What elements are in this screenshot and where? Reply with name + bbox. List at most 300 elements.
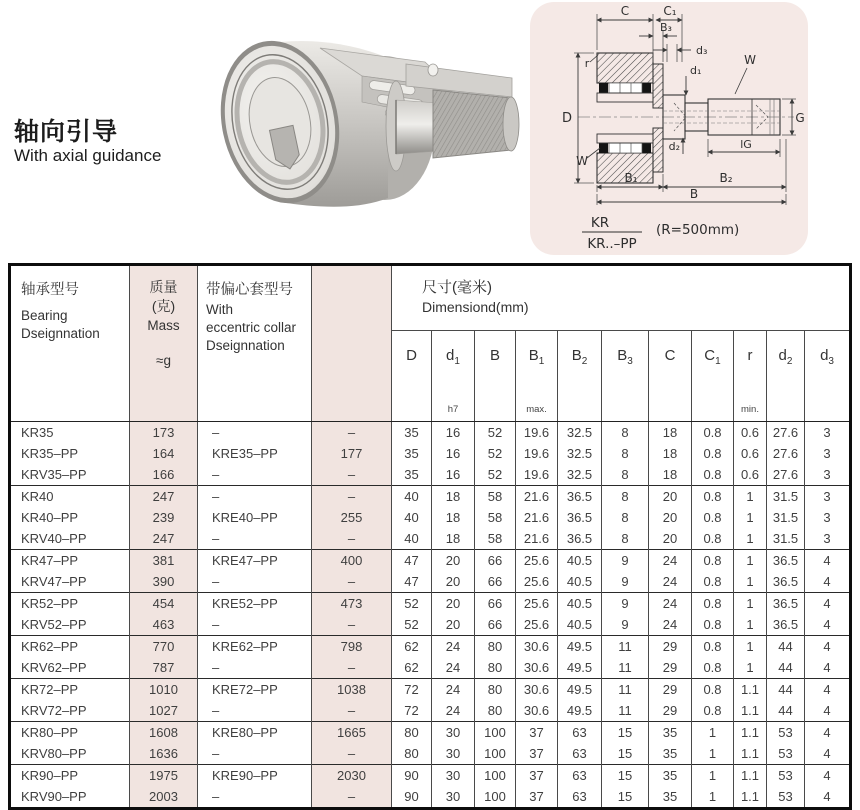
cell-designation: KRV90–PP xyxy=(21,789,87,804)
cell-dim-value: 18 xyxy=(649,443,692,464)
dim-col-header: $d_1$ h7 xyxy=(432,331,475,422)
cell-ecc-mass: – xyxy=(312,743,392,765)
dim-label-r: r xyxy=(584,57,590,70)
cell-dim-value: 18 xyxy=(649,422,692,444)
cell-dim-value: 4 xyxy=(805,722,851,744)
cell-dim-value: 53 xyxy=(767,786,805,809)
cell-dim-value: 30.6 xyxy=(516,657,558,679)
cell-ecc-mass: – xyxy=(312,486,392,508)
cell-dim-value: 40.5 xyxy=(558,593,602,615)
cell-dim-value: 0.6 xyxy=(734,443,767,464)
cell-dim-value: 0.8 xyxy=(692,422,734,444)
cell-dim-value: 63 xyxy=(558,765,602,787)
cell-dim-value: 66 xyxy=(475,550,516,572)
table-row xyxy=(10,722,851,744)
dim-col-header: D xyxy=(392,331,432,422)
cell-dim-value: 11 xyxy=(602,700,649,722)
cell-mass: 1027 xyxy=(130,700,198,722)
cell-ecc-designation: KRE72–PP xyxy=(198,679,312,701)
cell-dim-value: 1.1 xyxy=(734,700,767,722)
cell-ecc-designation: KRE35–PP xyxy=(198,443,312,464)
cell-designation: KR40–PP xyxy=(21,510,79,525)
cell-dim-value: 1 xyxy=(734,657,767,679)
cell-dim-value: 31.5 xyxy=(767,507,805,528)
cell-dim-value: 19.6 xyxy=(516,443,558,464)
bearing-cutaway-photo xyxy=(180,0,530,255)
cell-dim-value: 62 xyxy=(392,636,432,658)
dimension-diagram xyxy=(530,2,808,255)
cell-dim-value: 21.6 xyxy=(516,528,558,550)
cell-dim-value: 36.5 xyxy=(558,507,602,528)
cell-designation: KRV80–PP xyxy=(21,746,87,761)
cell-ecc-mass: – xyxy=(312,571,392,593)
dim-label-C: C xyxy=(620,4,630,18)
cell-dim-value: 1 xyxy=(692,765,734,787)
cell-dim-value: 1 xyxy=(734,486,767,508)
cell-dim-value: 80 xyxy=(475,657,516,679)
cell-dim-value: 1 xyxy=(692,743,734,765)
cell-ecc-mass: – xyxy=(312,786,392,809)
cell-dim-value: 0.6 xyxy=(734,422,767,444)
cell-dim-value: 0.8 xyxy=(692,700,734,722)
cell-dim-value: 16 xyxy=(432,443,475,464)
cell-dim-value: 1 xyxy=(734,550,767,572)
cell-dim-value: 0.8 xyxy=(692,593,734,615)
cell-dim-value: 40 xyxy=(392,486,432,508)
bearing-header-cn: 轴承型号 xyxy=(21,282,79,298)
cell-mass: 463 xyxy=(130,614,198,636)
cell-dim-value: 19.6 xyxy=(516,422,558,444)
col-header-dimensions-title xyxy=(392,265,851,331)
cell-designation: KR72–PP xyxy=(10,679,130,701)
cell-ecc-mass: – xyxy=(312,657,392,679)
cell-ecc-designation: KRE47–PP xyxy=(198,550,312,572)
cell-dim-value: 0.8 xyxy=(692,571,734,593)
cell-dim-value: 35 xyxy=(392,464,432,486)
cell-dim-value: 0.8 xyxy=(692,614,734,636)
cell-dim-value: 3 xyxy=(805,507,851,528)
cell-dim-value: 44 xyxy=(767,657,805,679)
dim-col-header: $B_2$ xyxy=(558,331,602,422)
cell-dim-value: 1 xyxy=(734,507,767,528)
cell-ecc-mass: 1665 xyxy=(312,722,392,744)
cell-dim-value: 8 xyxy=(602,528,649,550)
cell-ecc-mass: 255 xyxy=(312,507,392,528)
mass-header-approx: ≈g xyxy=(156,353,171,368)
cell-dim-value: 24 xyxy=(649,550,692,572)
cell-dim-value: 66 xyxy=(475,593,516,615)
cell-dim-value: 37 xyxy=(516,722,558,744)
dim-label-G: G xyxy=(795,111,805,125)
cell-mass: 390 xyxy=(130,571,198,593)
cell-dim-value: 20 xyxy=(649,486,692,508)
cell-dim-value: 35 xyxy=(392,422,432,444)
ecc-header-en2: eccentric collar xyxy=(206,320,297,335)
table-row xyxy=(10,614,851,636)
cell-dim-value: 37 xyxy=(516,743,558,765)
cell-dim-value: 24 xyxy=(649,571,692,593)
cell-dim-value: 40 xyxy=(392,507,432,528)
cell-designation: KR80–PP xyxy=(10,722,130,744)
cell-dim-value: 20 xyxy=(649,528,692,550)
cell-dim-value: 8 xyxy=(602,507,649,528)
cell-dim-value: 4 xyxy=(805,786,851,809)
cell-dim-value: 15 xyxy=(602,786,649,809)
cell-dim-value: 8 xyxy=(602,422,649,444)
cell-mass: 1010 xyxy=(130,679,198,701)
cell-dim-value: 21.6 xyxy=(516,486,558,508)
cell-designation: KR47–PP xyxy=(10,550,130,572)
table-row xyxy=(10,464,851,486)
cell-dim-value: 30.6 xyxy=(516,700,558,722)
cell-dim-value: 3 xyxy=(805,528,851,550)
cell-dim-value: 11 xyxy=(602,679,649,701)
cell-dim-value: 30 xyxy=(432,743,475,765)
dim-label-B3: B₃ xyxy=(660,21,672,34)
ecc-header-cn: 带偏心套型号 xyxy=(206,282,293,298)
cell-designation: KR90–PP xyxy=(10,765,130,787)
cell-dim-value: 35 xyxy=(649,786,692,809)
cell-dim-value: 0.8 xyxy=(692,464,734,486)
cell-dim-value: 4 xyxy=(805,700,851,722)
cell-designation: KR35 xyxy=(21,425,54,440)
cell-ecc-mass: – xyxy=(312,614,392,636)
cell-dim-value: 36.5 xyxy=(767,571,805,593)
page-title-english: With axial guidance xyxy=(14,146,162,165)
cell-dim-value: 49.5 xyxy=(558,657,602,679)
cell-dim-value: 0.8 xyxy=(692,528,734,550)
cell-dim-value: 52 xyxy=(392,614,432,636)
cell-dim-value: 72 xyxy=(392,679,432,701)
table-row xyxy=(10,593,851,615)
cell-dim-value: 1 xyxy=(692,786,734,809)
cell-dim-value: 52 xyxy=(475,464,516,486)
spec-table-body xyxy=(10,422,851,809)
col-header-eccentric-designation xyxy=(198,265,312,422)
dim-col-header: $d_2$ xyxy=(767,331,805,422)
table-row xyxy=(10,786,851,809)
dim-label-W-bottom: W xyxy=(576,154,588,168)
cell-dim-value: 100 xyxy=(475,786,516,809)
cell-ecc-mass: 400 xyxy=(312,550,392,572)
table-row xyxy=(10,657,851,679)
table-row xyxy=(10,507,851,528)
cell-ecc-designation: – xyxy=(198,528,312,550)
cell-designation: KRV40–PP xyxy=(21,531,87,546)
dim-col-header: B xyxy=(475,331,516,422)
cell-dim-value: 53 xyxy=(767,722,805,744)
cell-dim-value: 4 xyxy=(805,679,851,701)
cell-mass: 247 xyxy=(130,486,198,508)
cell-dim-value: 80 xyxy=(475,700,516,722)
dim-label-C1: C₁ xyxy=(663,4,677,18)
cell-dim-value: 27.6 xyxy=(767,464,805,486)
cell-designation: KRV52–PP xyxy=(21,617,87,632)
cell-dim-value: 80 xyxy=(392,743,432,765)
cell-dim-value: 31.5 xyxy=(767,528,805,550)
mass-header-unit-cn: (克) xyxy=(151,298,176,314)
cell-dim-value: 29 xyxy=(649,657,692,679)
cell-dim-value: 18 xyxy=(432,528,475,550)
spec-table xyxy=(8,263,852,810)
cell-mass: 381 xyxy=(130,550,198,572)
dim-label-d3: d₃ xyxy=(696,44,708,57)
table-row xyxy=(10,550,851,572)
cell-dim-value: 16 xyxy=(432,422,475,444)
dim-label-B: B xyxy=(689,187,699,201)
cell-mass: 247 xyxy=(130,528,198,550)
dim-col-header: C xyxy=(649,331,692,422)
cell-mass: 1608 xyxy=(130,722,198,744)
cell-dim-value: 40.5 xyxy=(558,550,602,572)
dim-col-subheader: min. xyxy=(741,404,759,415)
cell-ecc-mass: – xyxy=(312,464,392,486)
cell-ecc-mass: – xyxy=(312,422,392,444)
cell-dim-value: 0.8 xyxy=(692,507,734,528)
cell-mass: 1975 xyxy=(130,765,198,787)
cell-dim-value: 36.5 xyxy=(767,593,805,615)
cell-dim-value: 18 xyxy=(432,486,475,508)
cell-mass: 239 xyxy=(130,507,198,528)
cell-ecc-mass: 473 xyxy=(312,593,392,615)
cell-dim-value: 9 xyxy=(602,550,649,572)
cell-dim-value: 20 xyxy=(432,571,475,593)
cell-ecc-designation: – xyxy=(198,464,312,486)
ecc-header-en3: Dseignnation xyxy=(206,338,285,353)
cell-dim-value: 100 xyxy=(475,743,516,765)
cell-dim-value: 1.1 xyxy=(734,743,767,765)
cell-dim-value: 66 xyxy=(475,614,516,636)
dim-label-D: D xyxy=(561,111,573,126)
cell-dim-value: 4 xyxy=(805,593,851,615)
cell-dim-value: 25.6 xyxy=(516,550,558,572)
cell-dim-value: 40.5 xyxy=(558,614,602,636)
cell-dim-value: 32.5 xyxy=(558,422,602,444)
table-row xyxy=(10,679,851,701)
formula-top: KR xyxy=(590,215,610,231)
cell-designation: KRV72–PP xyxy=(21,703,87,718)
formula-bottom: KR..–PP xyxy=(587,236,637,252)
cell-dim-value: 35 xyxy=(649,765,692,787)
cell-dim-value: 29 xyxy=(649,679,692,701)
cell-dim-value: 4 xyxy=(805,743,851,765)
cell-ecc-mass: 798 xyxy=(312,636,392,658)
dim-label-B1: B₁ xyxy=(624,171,638,185)
cell-dim-value: 37 xyxy=(516,786,558,809)
dim-label-d1: d₁ xyxy=(690,64,702,77)
cell-mass: 164 xyxy=(130,443,198,464)
cell-mass: 454 xyxy=(130,593,198,615)
cell-dim-value: 44 xyxy=(767,700,805,722)
cell-dim-value: 100 xyxy=(475,722,516,744)
table-row xyxy=(10,571,851,593)
cell-dim-value: 36.5 xyxy=(767,550,805,572)
table-row xyxy=(10,765,851,787)
dim-label-d2: d₂ xyxy=(668,140,680,153)
cell-ecc-designation: – xyxy=(198,486,312,508)
cell-dim-value: 58 xyxy=(475,486,516,508)
cell-dim-value: 8 xyxy=(602,486,649,508)
cell-dim-value: 52 xyxy=(392,593,432,615)
cell-dim-value: 32.5 xyxy=(558,464,602,486)
dim-label-B2: B₂ xyxy=(719,171,733,185)
cell-dim-value: 72 xyxy=(392,700,432,722)
cell-ecc-mass: – xyxy=(312,528,392,550)
cell-dim-value: 0.8 xyxy=(692,550,734,572)
cell-ecc-designation: – xyxy=(198,786,312,809)
cell-dim-value: 0.8 xyxy=(692,443,734,464)
cell-dim-value: 63 xyxy=(558,722,602,744)
dim-label-lG: lG xyxy=(740,138,752,151)
cell-dim-value: 1 xyxy=(734,593,767,615)
cell-dim-value: 1 xyxy=(734,571,767,593)
cell-dim-value: 66 xyxy=(475,571,516,593)
cell-dim-value: 100 xyxy=(475,765,516,787)
cell-dim-value: 25.6 xyxy=(516,614,558,636)
cell-dim-value: 29 xyxy=(649,636,692,658)
cell-dim-value: 49.5 xyxy=(558,700,602,722)
cell-dim-value: 20 xyxy=(432,614,475,636)
cell-mass: 1636 xyxy=(130,743,198,765)
cell-designation: KR35–PP xyxy=(21,446,79,461)
cell-mass: 2003 xyxy=(130,786,198,809)
cell-dim-value: 15 xyxy=(602,743,649,765)
cell-dim-value: 32.5 xyxy=(558,443,602,464)
col-header-bearing-designation xyxy=(10,265,130,422)
cell-dim-value: 58 xyxy=(475,507,516,528)
cell-dim-value: 80 xyxy=(392,722,432,744)
formula-note: (R=500mm) xyxy=(656,222,740,238)
cell-designation: KRV35–PP xyxy=(21,467,87,482)
cell-dim-value: 1 xyxy=(692,722,734,744)
dimension-diagram-panel xyxy=(530,2,808,255)
dim-col-header: r min. xyxy=(734,331,767,422)
cell-dim-value: 20 xyxy=(432,593,475,615)
cell-ecc-designation: KRE90–PP xyxy=(198,765,312,787)
cell-dim-value: 8 xyxy=(602,443,649,464)
cell-dim-value: 1 xyxy=(734,636,767,658)
cell-dim-value: 24 xyxy=(432,657,475,679)
cell-dim-value: 9 xyxy=(602,593,649,615)
cell-dim-value: 30 xyxy=(432,786,475,809)
cell-mass: 770 xyxy=(130,636,198,658)
cell-dim-value: 19.6 xyxy=(516,464,558,486)
cell-dim-value: 4 xyxy=(805,636,851,658)
cell-dim-value: 52 xyxy=(475,443,516,464)
cell-dim-value: 18 xyxy=(432,507,475,528)
cell-dim-value: 40 xyxy=(392,528,432,550)
cell-dim-value: 8 xyxy=(602,464,649,486)
cell-dim-value: 30.6 xyxy=(516,636,558,658)
cell-dim-value: 20 xyxy=(649,507,692,528)
cell-dim-value: 35 xyxy=(649,722,692,744)
cell-dim-value: 63 xyxy=(558,786,602,809)
cell-designation: KR52–PP xyxy=(10,593,130,615)
cell-mass: 166 xyxy=(130,464,198,486)
dim-title-en: Dimensiond(mm) xyxy=(422,299,529,315)
cell-dim-value: 4 xyxy=(805,571,851,593)
cell-dim-value: 9 xyxy=(602,571,649,593)
cell-dim-value: 11 xyxy=(602,657,649,679)
table-row xyxy=(10,528,851,550)
spec-table-section xyxy=(8,263,852,810)
cell-dim-value: 0.8 xyxy=(692,657,734,679)
page-title-chinese: 轴向引导 xyxy=(14,118,119,146)
cell-ecc-designation: – xyxy=(198,743,312,765)
cell-dim-value: 40.5 xyxy=(558,571,602,593)
cell-dim-value: 90 xyxy=(392,786,432,809)
cell-dim-value: 36.5 xyxy=(558,528,602,550)
mass-header-cn: 质量 xyxy=(149,279,178,295)
cell-dim-value: 27.6 xyxy=(767,422,805,444)
dim-col-header: $d_3$ xyxy=(805,331,851,422)
cell-designation: KRV47–PP xyxy=(21,574,87,589)
cell-dim-value: 30 xyxy=(432,722,475,744)
cell-dim-value: 24 xyxy=(432,636,475,658)
col-header-eccentric-mass xyxy=(312,265,392,422)
cell-dim-value: 37 xyxy=(516,765,558,787)
cell-dim-value: 3 xyxy=(805,486,851,508)
cell-dim-value: 44 xyxy=(767,636,805,658)
cell-dim-value: 11 xyxy=(602,636,649,658)
table-row xyxy=(10,700,851,722)
cell-dim-value: 4 xyxy=(805,657,851,679)
cell-ecc-designation: KRE80–PP xyxy=(198,722,312,744)
cell-dim-value: 4 xyxy=(805,614,851,636)
cell-dim-value: 1.1 xyxy=(734,765,767,787)
cell-ecc-designation: – xyxy=(198,700,312,722)
cell-dim-value: 24 xyxy=(432,700,475,722)
cell-dim-value: 80 xyxy=(475,679,516,701)
bearing-header-en2: Dseignnation xyxy=(21,326,100,341)
cell-dim-value: 49.5 xyxy=(558,679,602,701)
cell-dim-value: 9 xyxy=(602,614,649,636)
cell-dim-value: 3 xyxy=(805,422,851,444)
cell-dim-value: 15 xyxy=(602,765,649,787)
cell-dim-value: 24 xyxy=(649,593,692,615)
cell-dim-value: 90 xyxy=(392,765,432,787)
ecc-header-en1: With xyxy=(206,302,233,317)
cell-dim-value: 63 xyxy=(558,743,602,765)
cell-ecc-mass: 2030 xyxy=(312,765,392,787)
cell-dim-value: 0.6 xyxy=(734,464,767,486)
cell-dim-value: 53 xyxy=(767,743,805,765)
cell-dim-value: 1 xyxy=(734,614,767,636)
table-row xyxy=(10,743,851,765)
cell-dim-value: 18 xyxy=(649,464,692,486)
cell-dim-value: 53 xyxy=(767,765,805,787)
cell-dim-value: 31.5 xyxy=(767,486,805,508)
cell-dim-value: 35 xyxy=(649,743,692,765)
cell-ecc-designation: KRE40–PP xyxy=(198,507,312,528)
table-row xyxy=(10,636,851,658)
cell-dim-value: 25.6 xyxy=(516,571,558,593)
cell-ecc-designation: – xyxy=(198,614,312,636)
cell-dim-value: 58 xyxy=(475,528,516,550)
cell-dim-value: 15 xyxy=(602,722,649,744)
cell-dim-value: 1.1 xyxy=(734,786,767,809)
cell-dim-value: 1 xyxy=(734,528,767,550)
cell-ecc-mass: – xyxy=(312,700,392,722)
cell-dim-value: 4 xyxy=(805,765,851,787)
cell-dim-value: 52 xyxy=(475,422,516,444)
cell-ecc-designation: KRE62–PP xyxy=(198,636,312,658)
cell-dim-value: 24 xyxy=(432,679,475,701)
cell-ecc-designation: – xyxy=(198,422,312,444)
cell-dim-value: 25.6 xyxy=(516,593,558,615)
cell-dim-value: 20 xyxy=(432,550,475,572)
cell-dim-value: 0.8 xyxy=(692,486,734,508)
